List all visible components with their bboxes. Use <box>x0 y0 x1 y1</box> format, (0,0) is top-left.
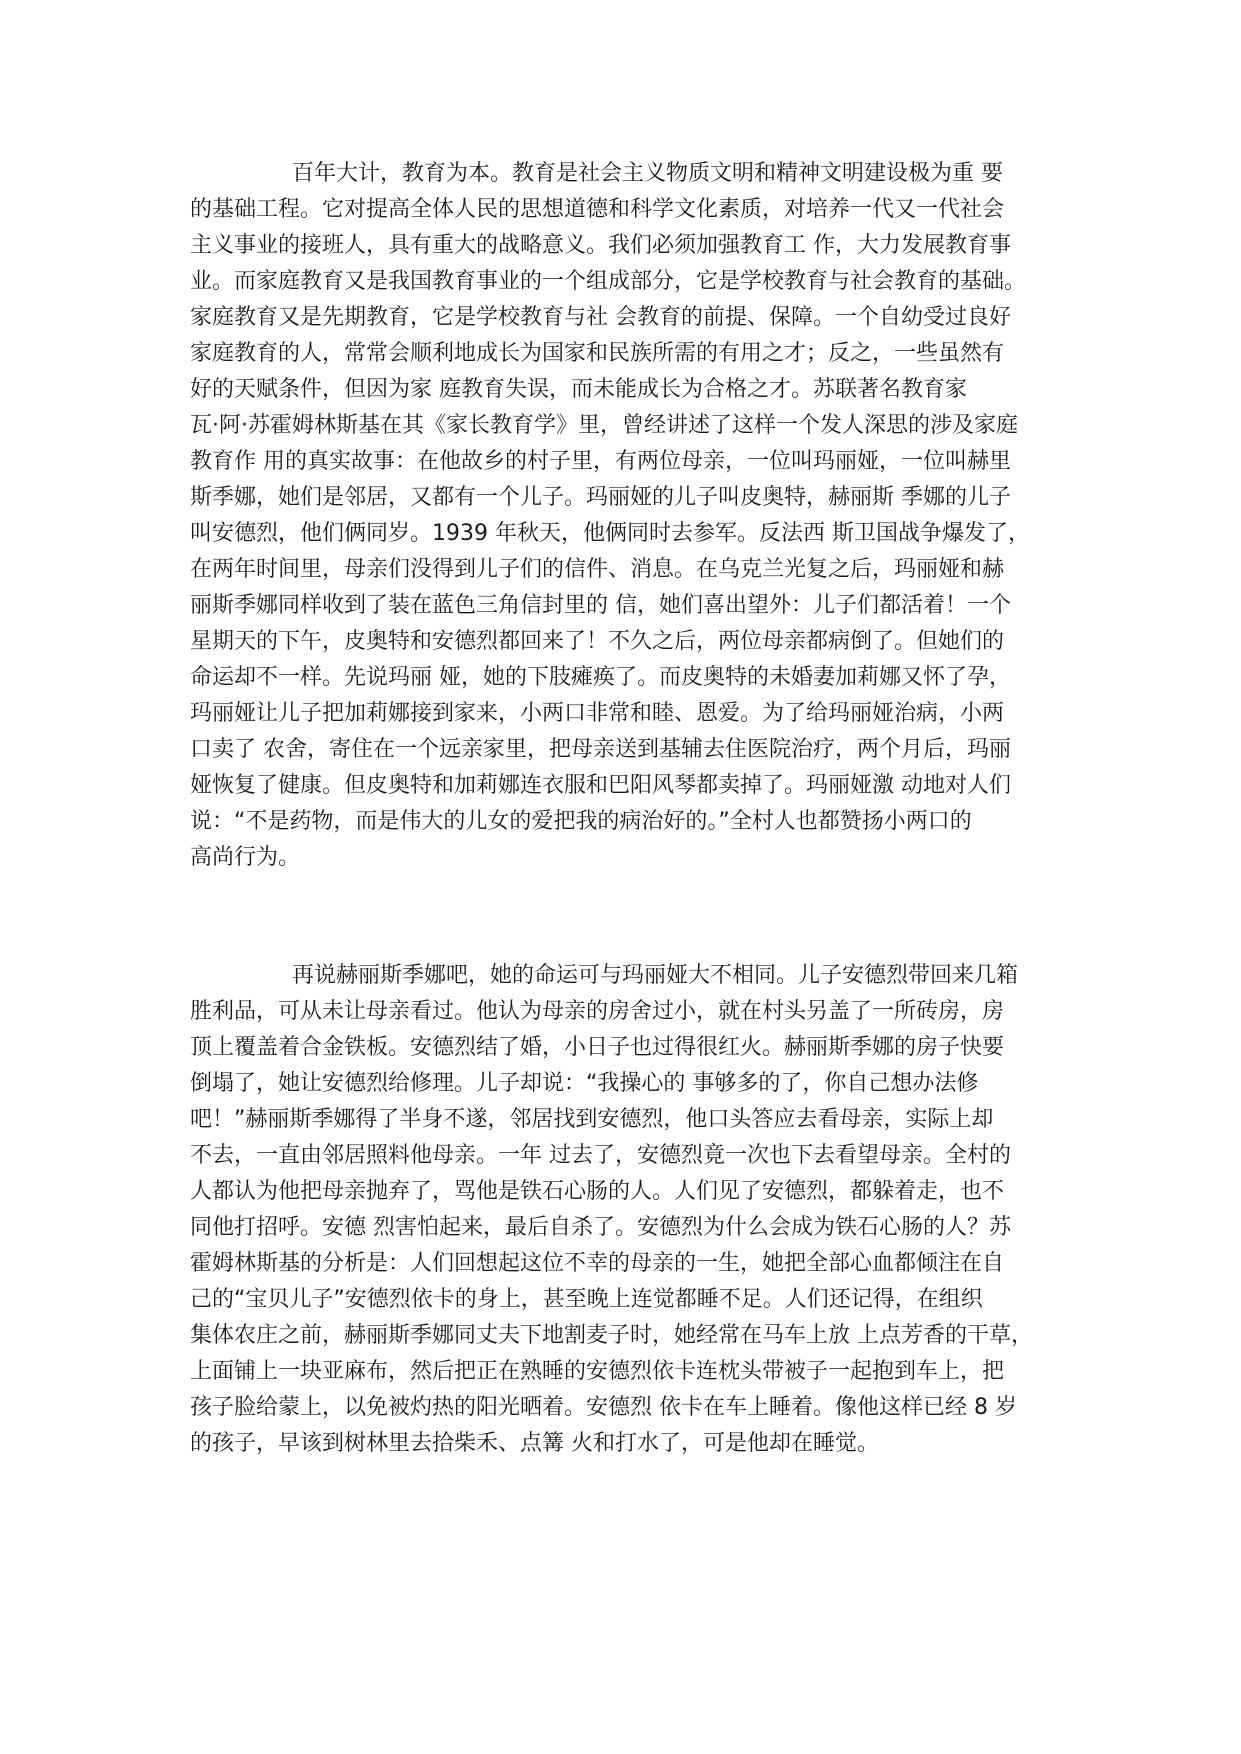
text-line: 家庭教育又是先期教育，它是学校教育与社 会教育的前提、保障。一个自幼受过良好 <box>190 305 1011 330</box>
text-line: 主义事业的接班人，具有重大的战略意义。我们必须加强教育工 作，大力发展教育事 <box>190 233 1011 258</box>
text-line: 胜利品，可从未让母亲看过。他认为母亲的房舍过小，就在村头另盖了一所砖房，房 <box>190 999 1005 1024</box>
text-line: 叫安德烈，他们俩同岁。1939 年秋天，他俩同时去参军。反法西 斯卫国战争爆发了， <box>190 521 1030 546</box>
text-line: 娅恢复了健康。但皮奥特和加莉娜连衣服和巴阳风琴都卖掉了。玛丽娅激 动地对人们 <box>190 773 1011 798</box>
text-line: 口卖了 农舍，寄住在一个远亲家里，把母亲送到基辅去住医院治疗，两个月后，玛丽 <box>190 737 1011 762</box>
text-line: 上面铺上一块亚麻布，然后把正在熟睡的安德烈依卡连枕头带被子一起抱到车上，把 <box>190 1359 1005 1384</box>
text-line: 瓦·阿·苏霍姆林斯基在其《家长教育学》里，曾经讲述了这样一个发人深思的涉及家庭 <box>190 413 1018 438</box>
text-line: 再说赫丽斯季娜吧，她的命运可与玛丽娅大不相同。儿子安德烈带回来几箱 <box>292 963 1019 988</box>
text-line: 星期天的下午，皮奥特和安德烈都回来了！不久之后，两位母亲都病倒了。但她们的 <box>190 629 1005 654</box>
text-line: 百年大计，教育为本。教育是社会主义物质文明和精神文明建设极为重 要 <box>292 161 1003 186</box>
text-line: 同他打招呼。安德 烈害怕起来，最后自杀了。安德烈为什么会成为铁石心肠的人？苏 <box>190 1215 1011 1240</box>
text-line: 业。而家庭教育又是我国教育事业的一个组成部分，它是学校教育与社会教育的基础。 <box>190 269 1027 294</box>
text-line: 高尚行为。 <box>190 845 301 870</box>
text-line: 好的天赋条件，但因为家 庭教育失误，而未能成长为合格之才。苏联著名教育家 <box>190 377 967 402</box>
text-line: 倒塌了，她让安德烈给修理。儿子却说：“我操心的 事够多的了，你自己想办法修 <box>190 1071 979 1096</box>
text-line: 霍姆林斯基的分析是：人们回想起这位不幸的母亲的一生，她把全部心血都倾注在自 <box>190 1251 1005 1276</box>
text-line: 在两年时间里，母亲们没得到儿子们的信件、消息。在乌克兰光复之后，玛丽娅和赫 <box>190 557 1005 582</box>
paragraph-2 <box>190 958 1090 1462</box>
text-line: 玛丽娅让儿子把加莉娜接到家来，小两口非常和睦、恩爱。为了给玛丽娅治病，小两 <box>190 701 1005 726</box>
text-line: 不去，一直由邻居照料他母亲。一年 过去了，安德烈竟一次也下去看望母亲。全村的 <box>190 1143 1011 1168</box>
text-line: 的孩子，早该到树林里去拾柴禾、点篝 火和打水了，可是他却在睡觉。 <box>190 1431 879 1456</box>
text-line: 孩子脸给蒙上，以免被灼热的阳光晒着。安德烈 依卡在车上睡着。像他这样已经 8 岁 <box>190 1395 1017 1420</box>
text-line: 丽斯季娜同样收到了装在蓝色三角信封里的 信，她们喜出望外：儿子们都活着！一个 <box>190 593 1011 618</box>
text-line: 家庭教育的人，常常会顺利地成长为国家和民族所需的有用之才；反之，一些虽然有 <box>190 341 1005 366</box>
text-line: 集体农庄之前，赫丽斯季娜同丈夫下地割麦子时，她经常在马车上放 上点芳香的干草， <box>190 1323 1033 1348</box>
text-line: 说：“不是药物，而是伟大的儿女的爱把我的病治好的。”全村人也都赞扬小两口的 <box>190 809 972 834</box>
text-line: 斯季娜，她们是邻居，又都有一个儿子。玛丽娅的儿子叫皮奥特，赫丽斯 季娜的儿子 <box>190 485 1011 510</box>
paragraph-1 <box>190 156 1090 876</box>
text-line: 顶上覆盖着合金铁板。安德烈结了婚，小日子也过得很红火。赫丽斯季娜的房子快要 <box>190 1035 1005 1060</box>
text-line: 人都认为他把母亲抛弃了，骂他是铁石心肠的人。人们见了安德烈，都躲着走，也不 <box>190 1179 1005 1204</box>
text-line: 的基础工程。它对提高全体人民的思想道德和科学文化素质，对培养一代又一代社会 <box>190 197 1005 222</box>
text-line: 己的“宝贝儿子”安德烈依卡的身上，甚至晚上连觉都睡不足。人们还记得，在组织 <box>190 1287 983 1312</box>
text-line: 吧！”赫丽斯季娜得了半身不遂，邻居找到安德烈，他口头答应去看母亲，实际上却 <box>190 1107 994 1132</box>
text-line: 教育作 用的真实故事：在他故乡的村子里，有两位母亲，一位叫玛丽娅，一位叫赫里 <box>190 449 1011 474</box>
text-line: 命运却不一样。先说玛丽 娅，她的下肢瘫痪了。而皮奥特的未婚妻加莉娜又怀了孕， <box>190 665 1011 690</box>
